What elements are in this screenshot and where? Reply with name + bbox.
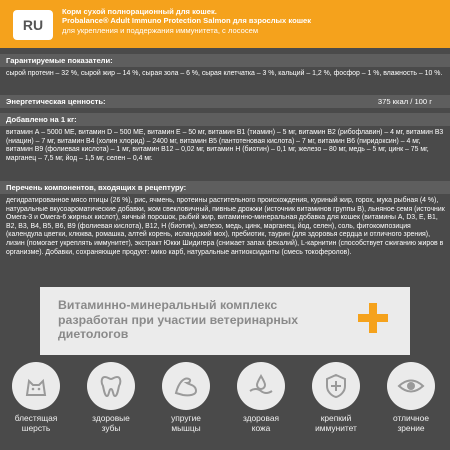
eye-icon: [387, 362, 435, 410]
muscle-icon: [162, 362, 210, 410]
benefit-label: упругие мышцы: [171, 413, 201, 433]
product-title: [62, 7, 447, 35]
product-title-line-3: для укрепления и поддержания иммунитета, с лососем: [62, 25, 259, 35]
benefit-muscles: [156, 362, 216, 433]
cat-fur-icon: [12, 362, 60, 410]
product-header: [0, 0, 450, 48]
energy-section: [0, 95, 450, 108]
product-title-line-2: Probalance® Adult Immuno Protection Salmon для взрослых кошек: [62, 16, 312, 26]
vitamin-banner: [40, 287, 410, 355]
product-title-line-1: Корм сухой полнорационный для кошек.: [62, 7, 217, 16]
guaranteed-text: сырой протеин – 32 %, сырой жир – 14 %, сырая зола – 6 %, сырая клетчатка – 3 %, кальций – 1,2 %, фосфор – 1 %, влажность – 10 %.: [6, 70, 443, 77]
shield-cross-icon: [312, 362, 360, 410]
ingredients-text: дегидратированное мясо птицы (26 %), рис, ячмень, протеины растительного происхождения, куриный жир, горох, мука рыбная (4 %), натуральные вкусоароматические добавки, жом свекловичный, пивные дрожжи (источник витаминов группы В), льняное семя (источник Омега-3 и Омега-6 жирных кислот), яичный порошок, рыбий жир, витаминно-минеральная добавка для кошек (витамины A, D3, E, B1, B2, B3, B4, B5, B6, B9 (фолиевая кислота), B12, H (биотин), железо, медь, цинк, марганец, йод, селен), соль, фитокомпозиция (календула цветки, клюква, ромашка, алтей корень, исландский мох), пребиотик, таурин (для здоровья сердца и отличного зрения), лизин (помогает укреплять иммунитет), экстракт Юкки Шидигера (снижает запах фекалий), L-карнитин (способствует сжиганию жиров в организме). Добавки, сохраняющие продукт: мико карб, натуральные антиоксиданты (смесь токоферолов).: [6, 197, 445, 256]
benefit-skin: [231, 362, 291, 433]
benefit-teeth: [81, 362, 141, 433]
ingredients-title: Перечень компонентов, входящих в рецептуру:: [6, 183, 187, 192]
ingredients-section-title: [0, 181, 450, 194]
additives-text: витамин А – 5000 МЕ, витамин D – 500 МЕ, витамин Е – 50 мг, витамин В1 (тиамин) – 5 мг, витамин В2 (рибофлавин) – 4 мг, витамин В3 (ниацин) – 7 мг, витамин В4 (холин хлорид) – 2400 мг, витамин В5 (пантотеновая кислота) – 7 мг, витамин В6 (пиридоксин) – 4 мг, витамин В9 (фолиевая кислота) – 1 мг, витамин В12 – 0,02 мг, витамин Н (биотин) – 0,1 мг, железо – 80 мг, медь – 5 мг, цинк – 75 мг, марганец – 7,5 мг, йод – 1,5 мг, селен – 0,4 мг.: [6, 129, 444, 162]
benefit-label: отличное зрение: [393, 413, 429, 433]
plus-cross-icon: [358, 303, 388, 333]
benefit-vision: [381, 362, 441, 433]
benefit-fur: [6, 362, 66, 433]
benefits-row: [0, 362, 450, 450]
guaranteed-section-title: [0, 54, 450, 67]
banner-text: Витаминно-минеральный комплекс разработан при участии ветеринарных диетологов: [58, 298, 299, 341]
language-badge: RU: [13, 10, 53, 40]
additives-title: Добавлено на 1 кг:: [6, 115, 77, 124]
skin-drop-icon: [237, 362, 285, 410]
benefit-label: здоровые зубы: [92, 413, 130, 433]
benefit-label: блестящая шерсть: [14, 413, 58, 433]
energy-value: 375 ккал / 100 г: [377, 97, 432, 106]
additives-section-title: [0, 113, 450, 126]
benefit-immunity: [306, 362, 366, 433]
tooth-icon: [87, 362, 135, 410]
benefit-label: здоровая кожа: [242, 413, 280, 433]
guaranteed-title: Гарантируемые показатели:: [6, 56, 113, 65]
energy-title: Энергетическая ценность:: [6, 97, 106, 106]
benefit-label: крепкий иммунитет: [315, 413, 357, 433]
